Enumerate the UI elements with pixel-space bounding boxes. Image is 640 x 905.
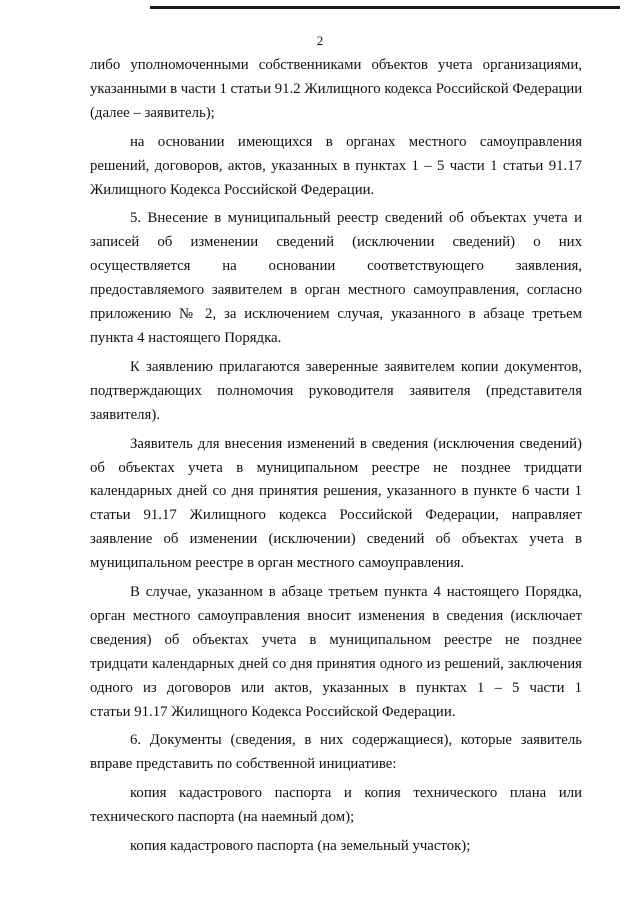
- text-line: статьи 91.17 Жилищного кодекса Российской Федерации, направляет: [90, 507, 582, 524]
- paragraph: [90, 54, 582, 126]
- text-line: подтверждающих полномочия руководителя заявителя (представителя: [90, 382, 582, 399]
- text-line: заявителя).: [90, 406, 160, 423]
- scan-top-border: [150, 6, 620, 9]
- text-line: приложению № 2, за исключением случая, указанного в абзаце третьем: [90, 306, 582, 323]
- text-line: статьи 91.17 Жилищного Кодекса Российской Федерации.: [90, 703, 456, 720]
- text-line: Заявитель для внесения изменений в сведения (исключения сведений): [130, 435, 582, 452]
- paragraph: [90, 131, 582, 203]
- text-line: тридцати календарных дней со дня принятия одного из решений, заключения: [90, 655, 582, 672]
- text-line: технического паспорта (на наемный дом);: [90, 809, 355, 826]
- paragraph: [90, 835, 582, 859]
- text-line: копия кадастрового паспорта и копия технического плана или: [130, 785, 582, 802]
- text-line: копия кадастрового паспорта (на земельный участок);: [130, 838, 471, 855]
- paragraph: [90, 433, 582, 576]
- paragraph: [90, 782, 582, 830]
- text-line: об объектах учета в муниципальном реестре не позднее тридцати: [90, 459, 582, 476]
- text-line: заявление об изменении (исключении) сведений об объектах учета в: [90, 531, 582, 548]
- text-line: муниципальном реестре в орган местного самоуправления.: [90, 555, 465, 572]
- text-line: календарных дней со дня принятия решения, указанного в пункте 6 части 1: [90, 483, 582, 500]
- text-line: 5. Внесение в муниципальный реестр сведений об объектах учета и: [130, 210, 582, 227]
- text-line: Жилищного Кодекса Российской Федерации.: [90, 181, 375, 198]
- paragraph: [90, 581, 582, 724]
- paragraph: [90, 356, 582, 428]
- text-line: 6. Документы (сведения, в них содержащиеся), которые заявитель: [130, 732, 582, 749]
- text-line: либо уполномоченными собственниками объектов учета организациями,: [90, 57, 582, 73]
- text-line: осуществляется на основании соответствующего заявления,: [90, 258, 582, 275]
- text-line: вправе представить по собственной инициативе:: [90, 756, 397, 773]
- page-number: 2: [316, 33, 324, 48]
- text-line: предоставляемого заявителем в орган местного самоуправления, согласно: [90, 282, 582, 299]
- document-body: [90, 54, 582, 859]
- text-line: К заявлению прилагаются заверенные заявителем копии документов,: [130, 358, 582, 375]
- text-line: орган местного самоуправления вносит изменения в сведения (исключает: [90, 607, 582, 624]
- text-line: указанными в части 1 статьи 91.2 Жилищного кодекса Российской Федерации: [90, 80, 583, 97]
- text-line: записей об изменении сведений (исключении сведений) о них: [90, 234, 582, 251]
- text-line: пункта 4 настоящего Порядка.: [90, 329, 282, 346]
- text-line: на основании имеющихся в органах местного самоуправления: [130, 133, 582, 150]
- text-line: решений, договоров, актов, указанных в пунктах 1 – 5 части 1 статьи 91.17: [90, 157, 582, 174]
- paragraph: [90, 207, 582, 350]
- text-line: одного из договоров или актов, указанных в пунктах 1 – 5 части 1: [90, 679, 582, 696]
- text-line: сведения) об объектах учета в муниципальном реестре не позднее: [90, 631, 582, 648]
- text-line: В случае, указанном в абзаце третьем пункта 4 настоящего Порядка,: [130, 584, 582, 601]
- text-line: (далее – заявитель);: [90, 104, 215, 121]
- paragraph: [90, 729, 582, 777]
